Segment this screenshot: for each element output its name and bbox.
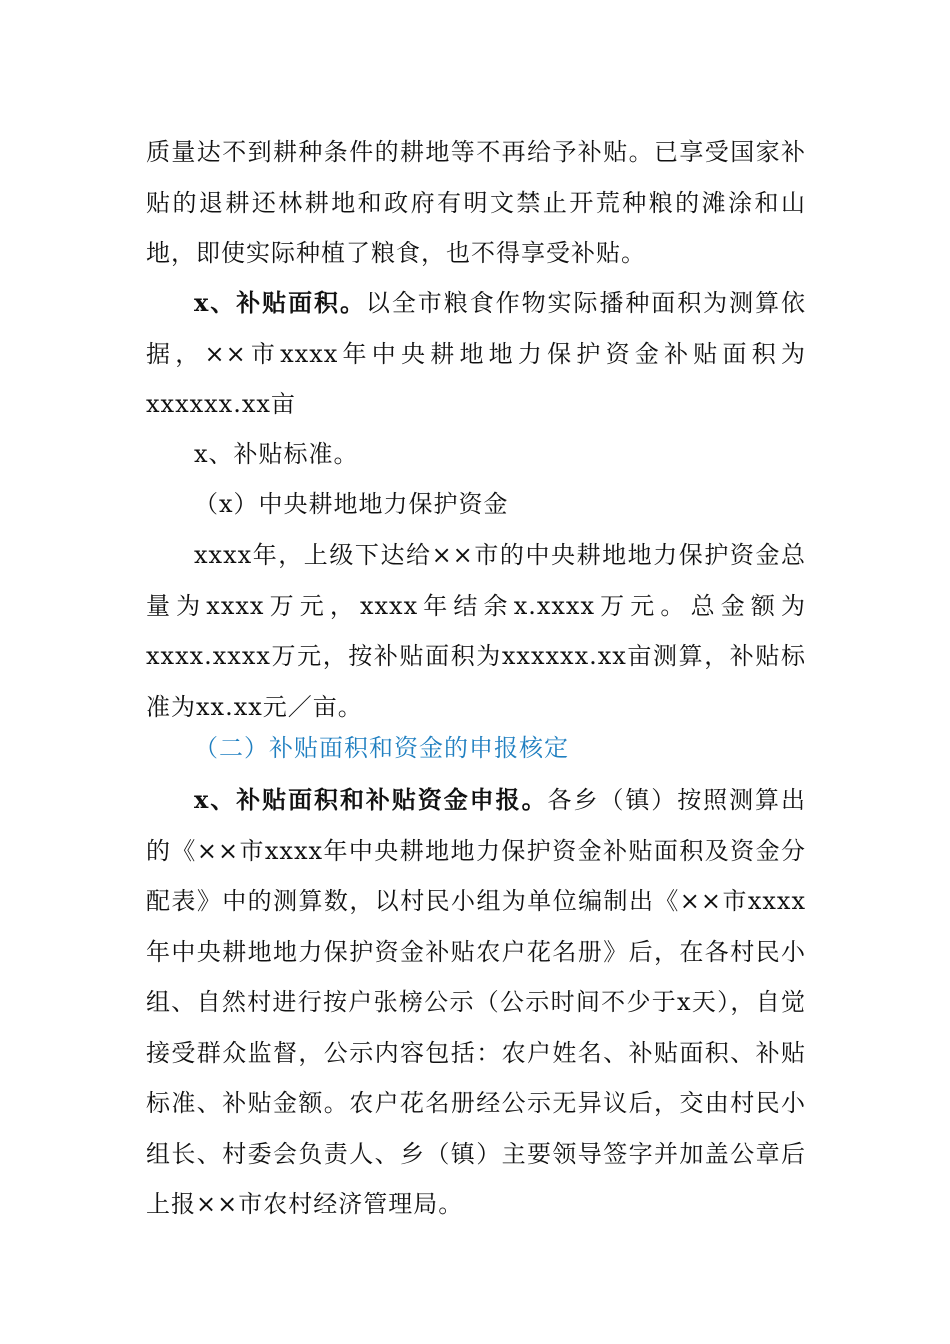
paragraph-subsidy-standard: x、补贴标准。 <box>194 440 359 468</box>
section-heading: （二）补贴面积和资金的申报核定 <box>194 734 569 762</box>
lead-subsidy-area: x、补贴面积。 <box>194 288 366 317</box>
body-declaration: 各乡（镇）按照测算出的《××市xxxx年中央耕地地力保护资金补贴面积及资金分配表》中的测算数，以村民小组为单位编制出《××市xxxx年中央耕地地力保护资金补贴农户花名册》后，在各村民小组、自然村进行按户张榜公示（公示时间不少于x天），自觉接受群众监督，公示内容包括：农户姓名、补贴面积、补贴标准、补贴金额。农户花名册经公示无异议后，交由村民小组长、村委会负责人、乡（镇）主要领导签字并加盖公章后上报××市农村经济管理局。 <box>146 786 807 1218</box>
paragraph-subsidy-area <box>146 278 806 430</box>
body-subsidy-area: 以全市粮食作物实际播种面积为测算依据，××市xxxx年中央耕地地力保护资金补贴面积为xxxxxx.xx亩 <box>146 289 807 418</box>
paragraph-fund-total: xxxx年，上级下达给××市的中央耕地地力保护资金总量为xxxx万元，xxxx年结余x.xxxx万元。总金额为xxxx.xxxx万元，按补贴面积为xxxxxx.xx亩测算，补贴标准为xx.xx元／亩。 <box>146 541 806 721</box>
paragraph-declaration <box>146 775 806 1230</box>
subheading-central-fund: （x）中央耕地地力保护资金 <box>194 490 509 518</box>
paragraph-subsidy-exclusion: 质量达不到耕种条件的耕地等不再给予补贴。已享受国家补贴的退耕还林耕地和政府有明文禁止开荒种粮的滩涂和山地，即使实际种植了粮食，也不得享受补贴。 <box>146 138 806 267</box>
lead-declaration: x、补贴面积和补贴资金申报。 <box>194 785 548 814</box>
